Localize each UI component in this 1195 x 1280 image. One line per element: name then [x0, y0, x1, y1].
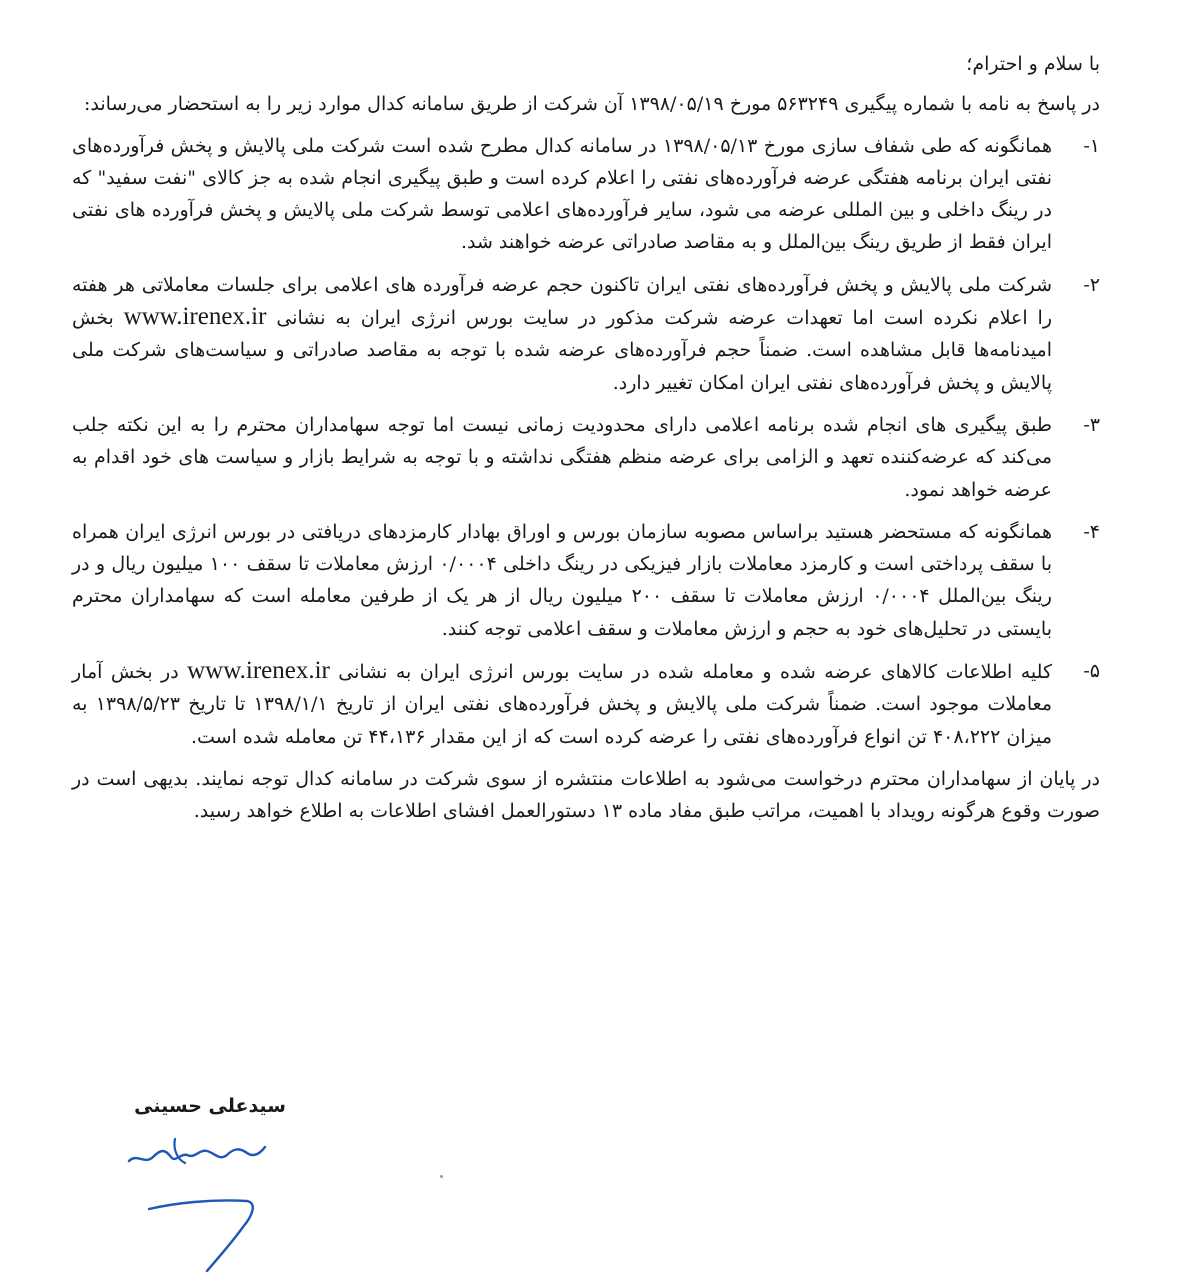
numbered-items — [72, 130, 1100, 753]
list-item-3 — [72, 409, 1100, 506]
handwritten-signature — [115, 1123, 295, 1275]
irenex-website-link[interactable]: www.irenex.ir — [187, 657, 330, 685]
intro-paragraph: در پاسخ به نامه با شماره پیگیری ۵۶۳۲۴۹ مورخ ۱۳۹۸/۰۵/۱۹ آن شرکت از طریق سامانه کدال موارد زیر را به استحضار می‌رساند: — [83, 93, 1100, 116]
signature-stroke — [149, 1200, 253, 1271]
signer-name: سیدعلی حسینی — [134, 1095, 286, 1117]
item-number: ۲- — [1083, 273, 1100, 296]
list-item-4 — [72, 516, 1100, 645]
list-item-1 — [72, 130, 1100, 259]
item-text-after-url: در بخش آمار معاملات موجود است. ضمناً شرکت ملی پالایش و پخش فرآورده‌های نفتی ایران از تاریخ ۱۳۹۸/۱/۱ تا تاریخ ۱۳۹۸/۵/۲۳ به میزان ۴۰۸،۲۲۲ تن انواع فرآورده‌های نفتی را عرضه کرده است که از این مقدار ۴۴،۱۳۶ تن معامله شده است. — [72, 661, 1052, 748]
item-text: همانگونه که مستحضر هستید براساس مصوبه سازمان بورس و اوراق بهادار کارمزدهای دریافتی در بورس انرژی ایران همراه با سقف پرداختی است و کارمزد معاملات بازار فیزیکی در رینگ داخلی ۰/۰۰۰۴ ارزش معاملات تا سقف ۱۰۰ میلیون ریال و در رینگ بین‌الملل ۰/۰۰۰۴ ارزش معاملات تا سقف ۲۰۰ میلیون ریال از هر یک از طرفین معامله است که سهامداران محترم بایستی در تحلیل‌های خود به حجم و ارزش معاملات و سقف اعلامی توجه کنند. — [72, 520, 1052, 640]
closing-paragraph: در پایان از سهامداران محترم درخواست می‌شود به اطلاعات منتشره از سوی شرکت در سامانه کدال توجه نمایند. بدیهی است در صورت وقوع هرگونه رویداد با اهمیت، مراتب طبق مفاد ماده ۱۳ دستورالعمل افشای اطلاعات به اطلاع خواهد رسید. — [72, 767, 1100, 823]
signature-block — [115, 1095, 295, 1275]
item-number: ۱- — [1083, 134, 1100, 157]
item-number: ۳- — [1083, 413, 1100, 436]
item-text: همانگونه که طی شفاف سازی مورخ ۱۳۹۸/۰۵/۱۳ در سامانه کدال مطرح شده است شرکت ملی پالایش و پخش فرآورده‌های نفتی ایران برنامه هفتگی عرضه فرآورده‌های نفتی را اعلام کرده است و طبق پیگیری انجام شده به جز کالای "نفت سفید" که در رینگ داخلی و بین المللی عرضه می شود، سایر فرآورده‌های اعلامی توسط شرکت ملی پالایش و پخش فرآورده های نفتی ایران فقط از طریق رینگ بین‌الملل و به مقاصد صادراتی عرضه خواهند شد. — [72, 134, 1053, 254]
list-item-5 — [72, 655, 1100, 753]
greeting: با سلام و احترام؛ — [966, 53, 1100, 75]
item-number: ۴- — [1083, 520, 1100, 543]
item-number: ۵- — [1083, 660, 1100, 683]
letter-body — [72, 48, 1100, 828]
item-text: طبق پیگیری های انجام شده برنامه اعلامی دارای محدودیت زمانی نیست اما توجه سهامداران محترم را به این نکته جلب می‌کند که عرضه‌کننده تعهد و الزامی برای عرضه منظم هفتگی نداشته و با توجه به شرایط بازار و سیاست های خود اقدام به عرضه خواهد نمود. — [72, 413, 1052, 501]
scan-speck — [440, 1175, 443, 1178]
item-text-before-url: شرکت ملی پالایش و پخش فرآورده‌های نفتی ایران تاکنون حجم عرضه فرآورده های اعلامی برای جلسات معاملاتی هر هفته را اعلام نکرده است اما تعهدات عرضه شرکت مذکور در سایت بورس انرژی ایران به نشانی — [72, 273, 1052, 330]
list-item-2 — [72, 269, 1100, 399]
signature-stroke — [129, 1147, 265, 1161]
irenex-website-link[interactable]: www.irenex.ir — [123, 303, 267, 331]
item-text-after-url: بخش امیدنامه‌ها قابل مشاهده است. ضمناً حجم فرآورده‌های عرضه شده با توجه به مقاصد صادراتی و سیاست‌های شرکت ملی پالایش و پخش فرآورده‌های نفتی ایران امکان تغییر دارد. — [72, 307, 1052, 394]
item-text-before-url: کلیه اطلاعات کالاهای عرضه شده و معامله شده در سایت بورس انرژی ایران به نشانی — [338, 661, 1052, 684]
